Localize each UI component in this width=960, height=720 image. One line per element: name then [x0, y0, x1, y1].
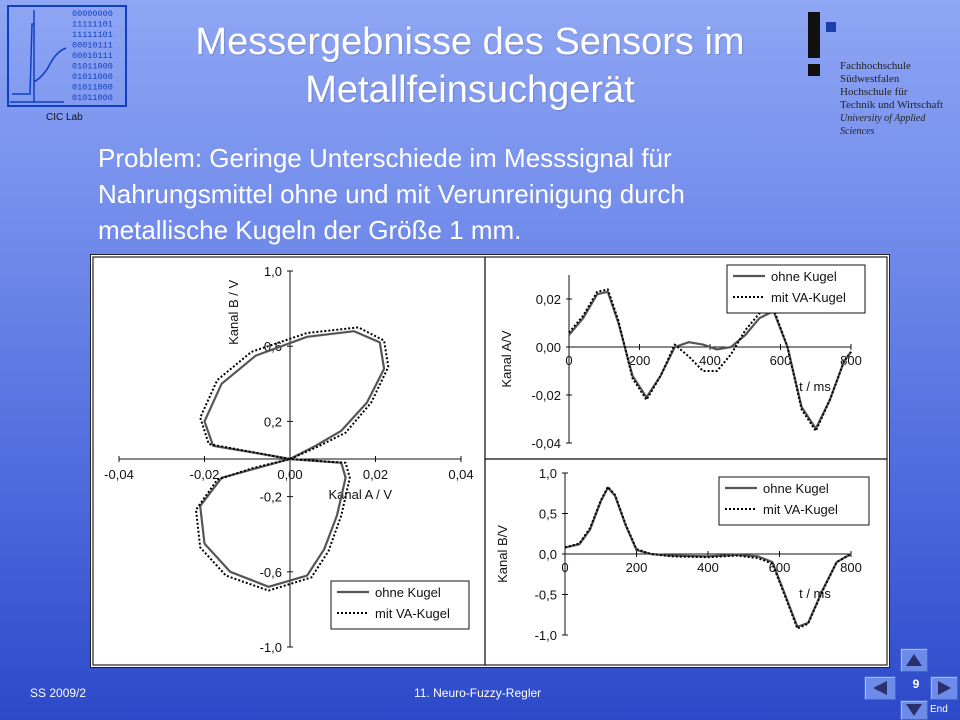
- fh-logo-subline: University of Applied Sciences: [840, 113, 926, 137]
- y-tick-label: 0,0: [538, 547, 557, 562]
- legend-label: ohne Kugel: [771, 269, 837, 284]
- x-tick-label: 600: [769, 353, 792, 368]
- x-axis-label: t / ms: [799, 586, 831, 601]
- x-axis-label: t / ms: [799, 379, 831, 394]
- arrow-up-icon: [901, 649, 927, 671]
- legend-label: mit VA-Kugel: [375, 606, 450, 621]
- x-tick-label: -0,04: [104, 467, 134, 482]
- y-axis-label: Kanal B/V: [495, 525, 510, 583]
- x-tick-label: 400: [697, 560, 719, 575]
- x-tick-label: 600: [768, 560, 791, 575]
- y-tick-label: 1,0: [538, 466, 557, 481]
- problem-line: Nahrungsmittel ohne und mit Verunreinigung durch: [98, 179, 685, 209]
- measurement-charts: [91, 255, 889, 667]
- cic-lab-label: CIC Lab: [46, 112, 83, 123]
- y-tick-label: 0,5: [538, 506, 557, 522]
- y-tick-label: 0,2: [263, 414, 282, 430]
- cic-bit-row: 00010111: [72, 51, 113, 61]
- y-tick-label: -0,2: [259, 489, 282, 505]
- y-tick-label: -0,6: [259, 564, 282, 580]
- x-tick-label: 800: [840, 353, 862, 368]
- nav-prev-button[interactable]: [864, 676, 896, 700]
- fh-logo-line: Hochschule für: [840, 86, 908, 98]
- cic-bits-text: [72, 9, 113, 103]
- y-tick-label: -1,0: [534, 628, 557, 643]
- x-tick-label: 0: [565, 353, 573, 368]
- fh-logo-text: [840, 60, 960, 138]
- x-axis-label: Kanal A / V: [328, 487, 393, 502]
- y-tick-label: 1,0: [263, 264, 282, 279]
- end-label: End: [930, 704, 948, 715]
- nav-up-button[interactable]: [900, 648, 928, 672]
- cic-bit-row: 11111101: [72, 19, 113, 30]
- x-tick-label: 200: [625, 560, 648, 575]
- cic-bit-row: 01011000: [72, 61, 113, 72]
- measurement-figure: [90, 254, 890, 668]
- cic-bit-row: 11111101: [72, 30, 113, 40]
- cic-lab-logo: [6, 4, 132, 124]
- cic-bit-row: 00000000: [72, 9, 113, 19]
- x-tick-label: 200: [628, 353, 651, 368]
- page-number: 9: [912, 677, 920, 691]
- x-tick-label: -0,02: [189, 467, 220, 482]
- y-tick-label: -0,5: [534, 587, 557, 603]
- legend-label: ohne Kugel: [763, 481, 829, 496]
- arrow-down-icon: [901, 701, 927, 719]
- x-tick-label: 0,00: [277, 467, 303, 482]
- arrow-left-icon: [865, 677, 895, 699]
- y-axis-label: Kanal A/V: [499, 330, 514, 388]
- nav-end-button[interactable]: [900, 700, 928, 720]
- arrow-right-icon: [931, 677, 957, 699]
- y-tick-label: 0,00: [535, 340, 561, 355]
- footer-semester: SS 2009/2: [30, 686, 87, 700]
- legend-label: ohne Kugel: [375, 585, 441, 600]
- problem-line: metallische Kugeln der Größe 1 mm.: [98, 215, 522, 245]
- y-tick-label: 0,6: [263, 339, 282, 355]
- x-tick-label: 0,04: [448, 467, 474, 482]
- problem-line: Problem: Geringe Unterschiede im Messsignal für: [98, 143, 672, 173]
- cic-bit-row: 00010111: [72, 40, 113, 51]
- legend-label: mit VA-Kugel: [763, 502, 838, 517]
- slide-title: [150, 18, 790, 114]
- y-tick-label: 0,02: [535, 292, 561, 307]
- nav-next-button[interactable]: [930, 676, 958, 700]
- y-tick-label: -0,04: [531, 436, 561, 451]
- fh-logo-line: Technik und Wirtschaft: [840, 99, 944, 111]
- fh-logo-line: Fachhochschule: [840, 60, 911, 72]
- slide-title-line2: Metallfeinsuchgerät: [305, 69, 635, 111]
- y-axis-label: Kanal B / V: [226, 279, 241, 345]
- fh-logo-line: Südwestfalen: [840, 73, 900, 85]
- cic-bit-row: 01011000: [72, 72, 113, 82]
- x-tick-label: 0: [561, 560, 569, 575]
- legend-label: mit VA-Kugel: [771, 290, 846, 305]
- x-tick-label: 0,02: [362, 467, 389, 482]
- cic-bit-row: 01011000: [72, 82, 113, 93]
- problem-text: [98, 140, 838, 248]
- x-tick-label: 400: [699, 353, 721, 368]
- y-tick-label: -1,0: [259, 640, 282, 655]
- inhalt-label: lt: [880, 655, 885, 666]
- footer-course: 11. Neuro-Fuzzy-Regler: [414, 686, 542, 700]
- cic-bit-row: 01011000: [72, 93, 113, 103]
- slide-title-line1: Messergebnisse des Sensors im: [195, 21, 745, 63]
- x-tick-label: 800: [840, 560, 862, 575]
- y-tick-label: -0,02: [531, 388, 561, 403]
